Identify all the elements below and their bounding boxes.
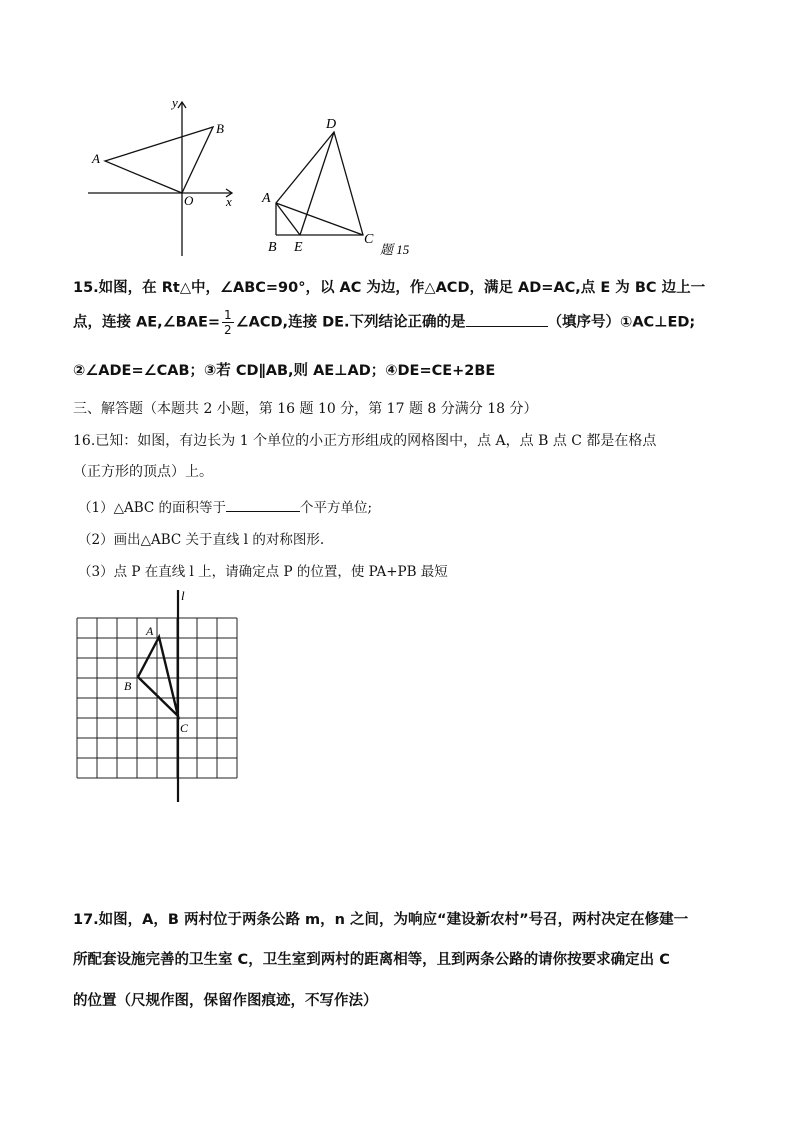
- answer-blank-q16[interactable]: [226, 511, 300, 512]
- q16-sub1-post: 个平方单位;: [300, 500, 373, 516]
- fraction-denominator: 2: [224, 323, 232, 337]
- figure-caption: 题 15: [380, 242, 410, 257]
- q15-line2: [73, 308, 695, 337]
- label-c: C: [364, 232, 374, 247]
- fraction-one-half: [222, 308, 234, 337]
- label-b: B: [216, 121, 224, 136]
- answer-blank-q15[interactable]: [466, 326, 548, 327]
- label-y: y: [172, 95, 178, 110]
- q16-sub3: （3）点 P 在直线 l 上，请确定点 P 的位置，使 PA+PB 最短: [78, 564, 448, 580]
- segment-de: [300, 132, 334, 235]
- q15-line2-end: （填序号）①AC⊥ED;: [547, 314, 696, 331]
- label-c: C: [180, 721, 189, 735]
- label-e: E: [294, 240, 303, 255]
- figure15-coordinate-diagram: [80, 92, 250, 264]
- q16-line2: （正方形的顶点）上。: [73, 464, 213, 480]
- label-a: A: [146, 624, 154, 638]
- label-o: O: [184, 193, 194, 208]
- q15-line3: ②∠ADE=∠CAB；③若 CD∥AB,则 AE⊥AD；④DE=CE+2BE: [73, 363, 496, 379]
- section-heading: 三、解答题（本题共 2 小题，第 16 题 10 分，第 17 题 8 分满分 18 分）: [73, 401, 538, 417]
- q17-line3: 的位置（尺规作图，保留作图痕迹，不写作法）: [73, 993, 378, 1009]
- q16-line1: 16.已知：如图，有边长为 1 个单位的小正方形组成的网格图中，点 A，点 B 点 C 都是在格点: [73, 433, 657, 449]
- triangle-abc: [138, 637, 178, 716]
- q16-sub1-pre: （1）△ABC 的面积等于: [78, 500, 227, 516]
- figure15-triangle-diagram: [258, 108, 428, 258]
- q16-sub1: [78, 496, 372, 516]
- q17-line2: 所配套设施完善的卫生室 C，卫生室到两村的距离相等，且到两条公路的请你按要求确定出 C: [73, 952, 670, 968]
- q16-sub2: （2）画出△ABC 关于直线 l 的对称图形.: [78, 532, 325, 548]
- label-b: B: [124, 679, 132, 693]
- label-b: B: [268, 240, 277, 255]
- q16-grid-figure: [70, 586, 250, 804]
- segment-ac: [276, 203, 363, 235]
- triangle-aob: [105, 127, 213, 193]
- label-d: D: [326, 117, 337, 132]
- q15-line2-post: ∠ACD,连接 DE.下列结论正确的是: [235, 314, 466, 331]
- label-l: l: [181, 588, 185, 603]
- q15-line2-pre: 点，连接 AE,∠BAE=: [73, 314, 221, 331]
- fraction-numerator: 1: [224, 308, 232, 322]
- label-a: A: [92, 151, 100, 166]
- q15-line1: 15.如图，在 Rt△中，∠ABC=90°，以 AC 为边，作△ACD，满足 AD=AC,点 E 为 BC 边上一: [73, 280, 706, 296]
- label-a: A: [262, 191, 271, 206]
- q17-line1: 17.如图，A，B 两村位于两条公路 m，n 之间，为响应“建设新农村”号召，两村决定在修建一: [73, 912, 689, 928]
- label-x: x: [226, 194, 232, 209]
